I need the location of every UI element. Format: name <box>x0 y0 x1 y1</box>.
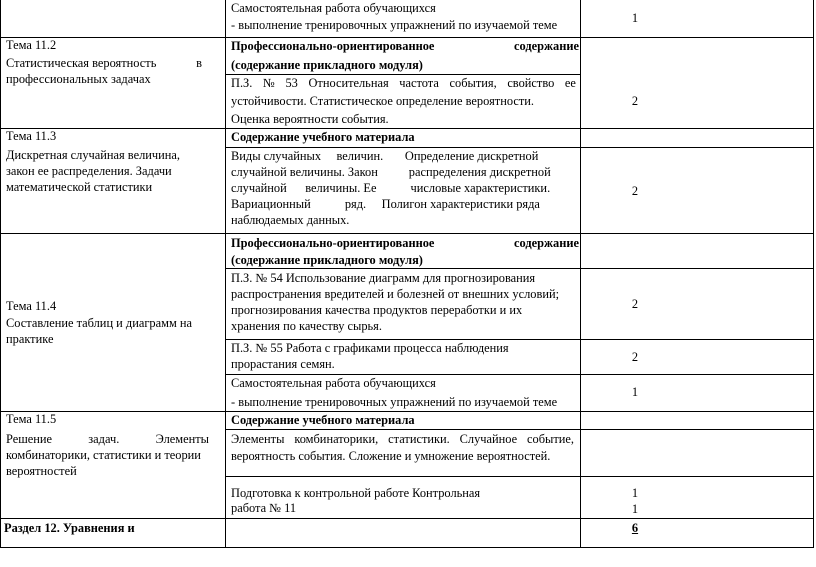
hours-value: 2 <box>631 297 639 311</box>
word: свойство <box>507 76 555 90</box>
practice-item-55: П.З. № 55 Работа с графиками процесса наблюдения <box>231 341 509 355</box>
content-line: случайной величины. Ее числовые характеристики. <box>231 181 551 195</box>
section-title: Раздел 12. Уравнения и <box>4 521 135 535</box>
section-heading-sub: (содержание прикладного модуля) <box>231 58 423 72</box>
topic-title-part: в <box>196 56 202 70</box>
grid-line <box>580 0 581 548</box>
self-work-desc: - выполнение тренировочных упражнений по изучаемой теме <box>231 18 558 32</box>
content-line: Вариационный ряд. Полигон характеристики ряда <box>231 197 540 211</box>
topic-number: Тема 11.5 <box>6 412 57 426</box>
word: события, <box>449 76 497 90</box>
topic-title-cont: комбинаторики, статистики и теории <box>6 448 201 462</box>
self-work-title: Самостоятельная работа обучающихся <box>231 376 436 390</box>
topic-title-cont: вероятностей <box>6 464 77 478</box>
section-heading <box>231 235 579 252</box>
topic-title: Дискретная случайная величина, <box>6 148 180 162</box>
grid-line <box>225 429 814 430</box>
topic-title-part: Элементы <box>155 432 209 446</box>
content-line: вероятность события. Сложение и умножение вероятностей. <box>231 449 551 463</box>
hours-value: 2 <box>631 184 639 198</box>
topic-number: Тема 11.4 <box>6 299 57 313</box>
grid-line <box>0 518 814 519</box>
topic-number: Тема 11.3 <box>6 129 57 143</box>
heading-part: содержание <box>514 236 579 250</box>
self-work-title: Самостоятельная работа обучающихся <box>231 1 436 15</box>
topic-title <box>6 431 209 448</box>
word: статистики. <box>388 432 450 446</box>
hours-value: 2 <box>631 350 639 364</box>
practice-item-54: П.З. № 54 Использование диаграмм для прогнозирования <box>231 271 536 285</box>
word: частота <box>399 76 439 90</box>
grid-line <box>0 233 814 234</box>
topic-title: практике <box>6 332 54 346</box>
topic-title <box>6 55 202 72</box>
content-line <box>231 431 574 448</box>
word: П.З. <box>231 76 253 90</box>
practice-item-55-cont: прорастания семян. <box>231 357 335 371</box>
section-heading: Содержание учебного материала <box>231 130 415 144</box>
grid-line <box>813 0 814 548</box>
topic-title-part: задач. <box>88 432 120 446</box>
topic-title: математической статистики <box>6 180 153 194</box>
topic-title: закон ее распределения. Задачи <box>6 164 172 178</box>
heading-part: Профессионально-ориентированное <box>231 39 435 53</box>
content-line: Виды случайных величин. Определение дискретной <box>231 149 539 163</box>
grid-line <box>0 0 1 548</box>
word: событие, <box>527 432 574 446</box>
section-heading <box>231 38 579 55</box>
practice-item-53-cont: устойчивости. Статистическое определение вероятности. <box>231 94 534 108</box>
word: Относительная <box>308 76 389 90</box>
grid-line <box>225 476 814 477</box>
test-prep-cont: работа № 11 <box>231 501 297 515</box>
hours-value: 2 <box>631 94 639 108</box>
section-heading-sub: (содержание прикладного модуля) <box>231 253 423 267</box>
self-work-desc: - выполнение тренировочных упражнений по изучаемой теме <box>231 395 558 409</box>
word: Элементы <box>231 432 285 446</box>
topic-title-cont: профессиональных задачах <box>6 72 151 86</box>
word: Случайное <box>459 432 518 446</box>
hours-value: 1 <box>631 11 639 25</box>
practice-item-54-cont: хранения по качеству сырья. <box>231 319 382 333</box>
word: № <box>262 76 275 90</box>
heading-part: Профессионально-ориентированное <box>231 236 435 250</box>
section-heading: Содержание учебного материала <box>231 413 415 427</box>
practice-item-53-cont: Оценка вероятности события. <box>231 112 389 126</box>
topic-title-part: Статистическая вероятность <box>6 56 157 70</box>
test-prep: Подготовка к контрольной работе Контрольная <box>231 486 481 500</box>
content-line: случайной величины. Закон распределения дискретной <box>231 165 551 179</box>
heading-part: содержание <box>514 39 579 53</box>
word: 53 <box>285 76 298 90</box>
topic-number: Тема 11.2 <box>6 38 57 52</box>
practice-item-54-cont: распространения вредителей и болезней от внешних условий; <box>231 287 560 301</box>
word: комбинаторики, <box>294 432 379 446</box>
hours-value: 1 <box>631 385 639 399</box>
practice-item-54-cont: прогнозирования качества продуктов переработки и их <box>231 303 523 317</box>
hours-value: 1 <box>631 486 639 500</box>
hours-value: 1 <box>631 502 639 516</box>
topic-title: Составление таблиц и диаграмм на <box>6 316 193 330</box>
word: ее <box>564 76 576 90</box>
grid-line <box>0 547 814 548</box>
section-hours: 6 <box>631 521 639 535</box>
practice-item-53 <box>231 75 576 92</box>
topic-title-part: Решение <box>6 432 53 446</box>
content-line: наблюдаемых данных. <box>231 213 350 227</box>
grid-line <box>225 0 226 548</box>
